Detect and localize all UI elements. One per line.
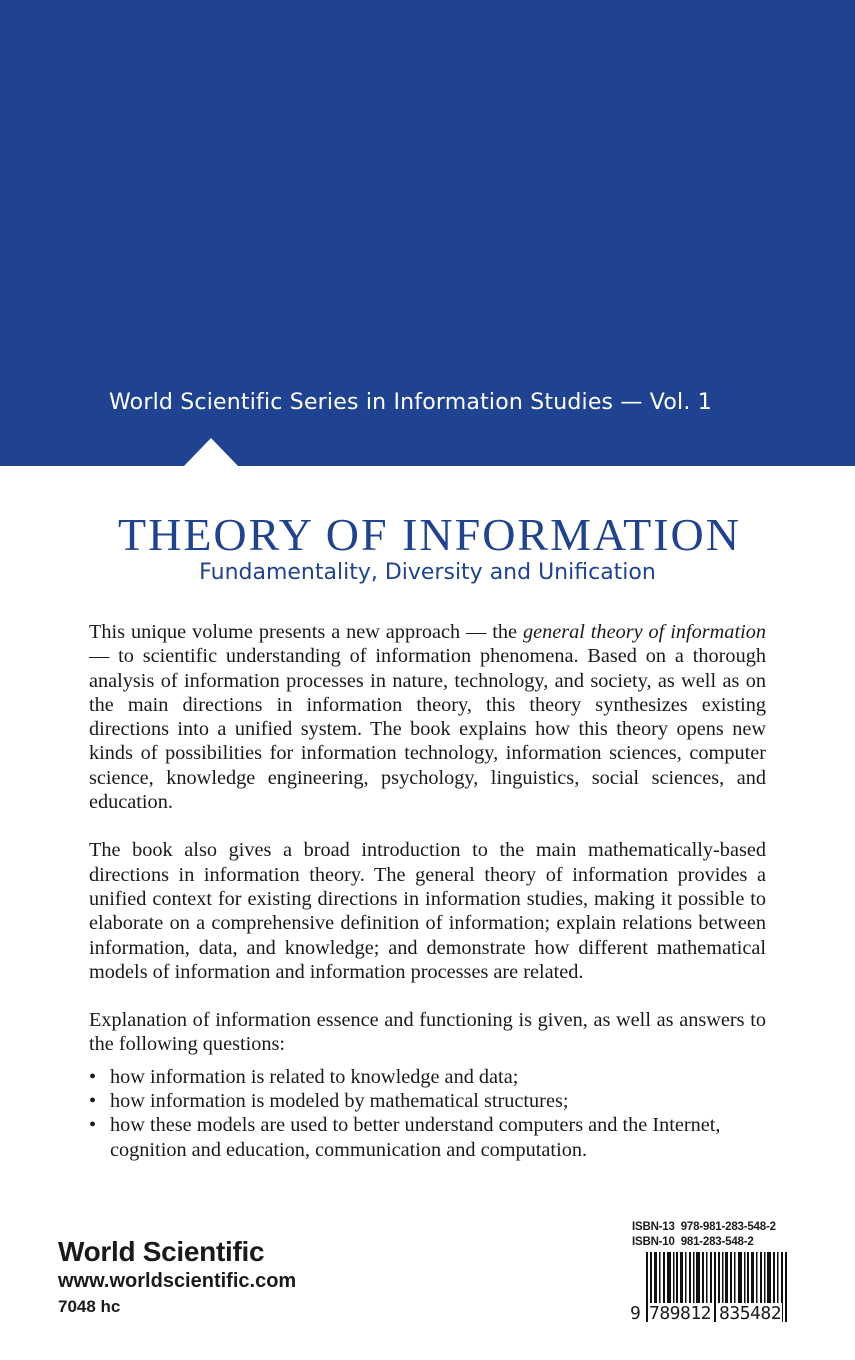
list-item-text: how information is related to knowledge and data; <box>110 1065 519 1088</box>
series-title: World Scientific Series in Information Studies — Vol. 1 <box>109 390 712 415</box>
isbn-10 <box>632 1235 802 1250</box>
list-item <box>89 1089 766 1113</box>
isbn-13-value: 978-981-283-548-2 <box>680 1221 776 1233</box>
book-subtitle: Fundamentality, Diversity and Unification <box>199 560 656 585</box>
paragraph-2: The book also gives a broad introduction to the main mathematically-based directions in information theory. The general theory of information provides a unified context for existing directions in information studies, making it possible to elaborate on a comprehensive definition of information; explain relations between information, data, and knowledge; and demonstrate how different mathematical models of information and information processes are related. <box>89 839 766 983</box>
publisher-block <box>58 1236 296 1317</box>
isbn-13 <box>632 1220 802 1235</box>
bullet-icon: • <box>89 1090 97 1113</box>
description <box>89 620 766 1162</box>
isbn-13-label: ISBN-13 <box>632 1221 675 1233</box>
paragraph-1-start: This unique volume presents a new approach — the <box>89 621 523 643</box>
list-item <box>89 1113 766 1162</box>
book-title: THEORY OF INFORMATION <box>118 509 741 560</box>
list-item-text: how information is modeled by mathematical structures; <box>110 1090 569 1113</box>
isbn-10-label: ISBN-10 <box>632 1236 675 1248</box>
paragraph-3: Explanation of information essence and functioning is given, as well as answers to the following questions: <box>89 1009 766 1056</box>
list-item-text: how these models are used to better understand computers and the Internet, cognition and education, communication and computation. <box>110 1114 721 1161</box>
bullet-icon: • <box>89 1065 97 1088</box>
question-list <box>89 1065 766 1162</box>
barcode-digits <box>630 1303 810 1324</box>
list-item <box>89 1065 766 1089</box>
isbn-block <box>632 1220 802 1250</box>
paragraph-1-italic: general theory of information <box>522 621 766 643</box>
header-notch <box>183 438 239 467</box>
isbn-10-value: 981-283-548-2 <box>680 1236 754 1248</box>
barcode-group-2: 835482 <box>719 1303 782 1324</box>
barcode-group-1: 789812 <box>649 1303 712 1324</box>
publisher-url: www.worldscientific.com <box>58 1270 297 1292</box>
publisher-name: World Scientific <box>58 1236 265 1267</box>
barcode-lead-digit: 9 <box>630 1303 641 1324</box>
product-code: 7048 hc <box>58 1297 121 1316</box>
paragraph-1-end: — to scientific understanding of information phenomena. Based on a thorough analysis of information processes in nature, technology, and society, as well as on the main directions in information theory, this theory synthesizes existing directions into a unified system. The book explains how this theory opens new kinds of possibilities for information technology, information sciences, computer science, knowledge engineering, psychology, linguistics, social sciences, and education. <box>89 645 766 814</box>
paragraph-1 <box>89 620 766 814</box>
bullet-icon: • <box>89 1114 97 1137</box>
